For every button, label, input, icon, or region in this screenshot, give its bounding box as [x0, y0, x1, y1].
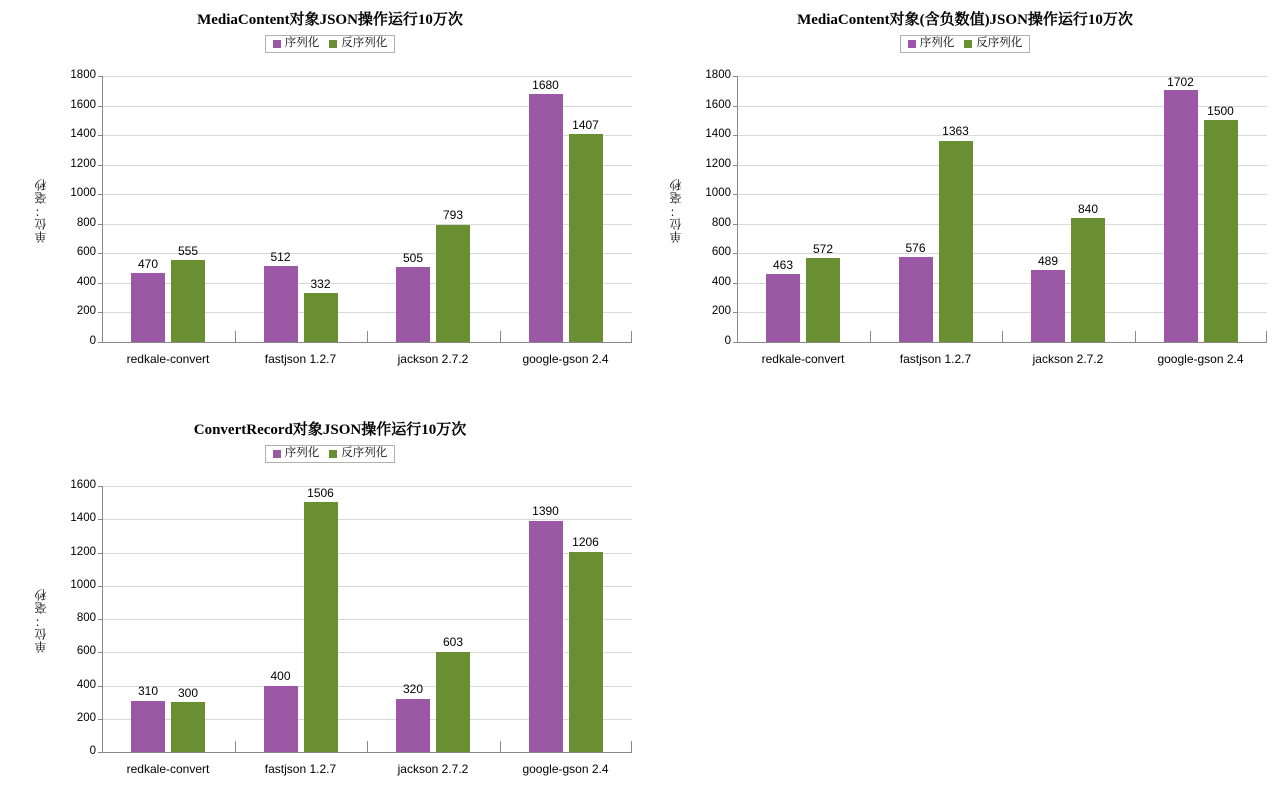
y-tick: 800 [76, 216, 96, 229]
bar-value-label: 1702 [1167, 75, 1194, 89]
legend-item-serialize [273, 38, 320, 50]
y-tick: 0 [89, 335, 96, 347]
plot-area [705, 69, 1267, 366]
y-tick: 1600 [70, 98, 96, 111]
x-category-label: google-gson 2.4 [1157, 352, 1244, 366]
legend [20, 445, 640, 463]
bar-deserialize [436, 225, 470, 342]
y-tick: 600 [76, 645, 96, 658]
x-category-label: jackson 2.7.2 [397, 762, 469, 776]
bar-value-label: 840 [1077, 202, 1099, 216]
bar-serialize [131, 273, 165, 342]
x-category-label: fastjson 1.2.7 [264, 762, 337, 776]
bar-value-label: 1206 [572, 535, 599, 549]
y-tick: 600 [711, 246, 731, 259]
y-tick: 400 [76, 275, 96, 288]
chart-title: MediaContent对象JSON操作运行10万次 [197, 12, 463, 28]
bar-serialize [529, 521, 563, 752]
bar-serialize [396, 267, 430, 342]
bar-value-label: 572 [812, 242, 834, 256]
x-category-label: redkale-convert [761, 352, 845, 366]
bar-value-label: 1407 [572, 118, 599, 132]
legend-item-serialize [908, 38, 955, 50]
legend-item-deserialize [964, 38, 1022, 50]
bar-deserialize [569, 552, 603, 753]
legend [655, 35, 1275, 53]
bar-deserialize [171, 702, 205, 752]
bar-value-label: 603 [442, 635, 464, 649]
legend-item-deserialize [329, 448, 387, 460]
x-category-label: google-gson 2.4 [522, 762, 609, 776]
y-axis-title: 单位：毫秒 [34, 588, 48, 653]
bar-serialize [766, 274, 800, 342]
bar-serialize [396, 699, 430, 752]
bar-value-label: 489 [1037, 254, 1059, 268]
x-category-label: redkale-convert [126, 762, 210, 776]
y-tick: 200 [76, 305, 96, 318]
y-tick: 800 [76, 612, 96, 624]
y-tick: 600 [76, 246, 96, 259]
legend-label-deserialize: 反序列化 [341, 447, 388, 460]
bar-deserialize [304, 502, 338, 752]
legend-swatch-serialize [273, 450, 281, 458]
bar-deserialize [939, 141, 973, 342]
legend-item-deserialize [329, 38, 387, 50]
x-category-label: fastjson 1.2.7 [899, 352, 972, 366]
y-tick: 200 [76, 711, 96, 724]
y-tick: 1000 [705, 187, 731, 200]
y-tick: 1000 [70, 578, 96, 591]
bar-value-label: 300 [177, 686, 199, 700]
chart-title: MediaContent对象(含负数值)JSON操作运行10万次 [797, 12, 1133, 28]
y-tick: 1000 [70, 187, 96, 200]
y-tick: 0 [724, 335, 731, 347]
bar-value-label: 320 [402, 682, 424, 696]
y-tick: 1400 [70, 128, 96, 141]
y-tick: 1200 [70, 157, 96, 170]
bar-value-label: 1680 [532, 78, 559, 92]
bar-value-label: 1390 [532, 504, 559, 518]
bar-deserialize [806, 258, 840, 343]
bar-value-label: 555 [177, 244, 199, 258]
legend [20, 35, 640, 53]
bar-value-label: 332 [310, 277, 331, 291]
y-tick: 1200 [705, 157, 731, 170]
x-category-label: google-gson 2.4 [522, 352, 609, 366]
bar-value-label: 463 [772, 258, 794, 272]
plot-area [70, 479, 632, 776]
y-tick: 1200 [70, 545, 96, 558]
plot-area [70, 69, 632, 366]
y-tick: 400 [76, 678, 96, 691]
bar-deserialize [1071, 218, 1105, 342]
bar-value-label: 1500 [1207, 104, 1234, 118]
chart-convertrecord [20, 418, 640, 788]
y-tick: 1600 [705, 98, 731, 111]
legend-label-serialize: 序列化 [284, 447, 320, 460]
chart-mediacontent-negative [655, 8, 1275, 378]
y-tick: 1800 [70, 69, 96, 81]
bar-serialize [131, 701, 165, 753]
y-tick: 200 [711, 305, 731, 318]
bar-value-label: 1506 [307, 486, 334, 500]
bar-value-label: 793 [442, 208, 464, 222]
y-tick: 1800 [705, 69, 731, 81]
legend-swatch-deserialize [329, 40, 337, 48]
bar-deserialize [436, 652, 470, 752]
legend-swatch-deserialize [329, 450, 337, 458]
chart-mediacontent [20, 8, 640, 378]
y-tick: 1600 [70, 479, 96, 491]
bar-deserialize [569, 134, 603, 342]
y-tick: 1400 [705, 128, 731, 141]
legend-label-deserialize: 反序列化 [976, 37, 1023, 50]
legend-label-deserialize: 反序列化 [341, 37, 388, 50]
bar-deserialize [171, 260, 205, 342]
y-tick: 800 [711, 216, 731, 229]
y-tick: 1400 [70, 512, 96, 525]
bar-value-label: 400 [270, 669, 291, 683]
bar-value-label: 512 [270, 250, 291, 264]
y-axis-title: 单位：毫秒 [669, 178, 683, 243]
bar-serialize [1164, 90, 1198, 342]
bar-serialize [264, 686, 298, 753]
x-category-label: jackson 2.7.2 [397, 352, 469, 366]
bar-value-label: 576 [905, 241, 926, 255]
x-category-label: jackson 2.7.2 [1032, 352, 1104, 366]
chart-title: ConvertRecord对象JSON操作运行10万次 [193, 422, 467, 438]
legend-item-serialize [273, 448, 320, 460]
bar-serialize [899, 257, 933, 342]
y-axis-title: 单位：毫秒 [34, 178, 48, 243]
bar-value-label: 505 [402, 251, 424, 265]
bar-value-label: 470 [137, 257, 159, 271]
bar-deserialize [304, 293, 338, 342]
bar-value-label: 1363 [942, 124, 969, 138]
legend-swatch-deserialize [964, 40, 972, 48]
y-tick: 400 [711, 275, 731, 288]
bar-deserialize [1204, 120, 1238, 342]
y-tick: 0 [89, 745, 96, 757]
legend-label-serialize: 序列化 [284, 37, 320, 50]
bar-value-label: 310 [137, 684, 159, 698]
legend-swatch-serialize [908, 40, 916, 48]
x-category-label: fastjson 1.2.7 [264, 352, 337, 366]
legend-label-serialize: 序列化 [919, 37, 955, 50]
legend-swatch-serialize [273, 40, 281, 48]
bar-serialize [1031, 270, 1065, 342]
x-category-label: redkale-convert [126, 352, 210, 366]
